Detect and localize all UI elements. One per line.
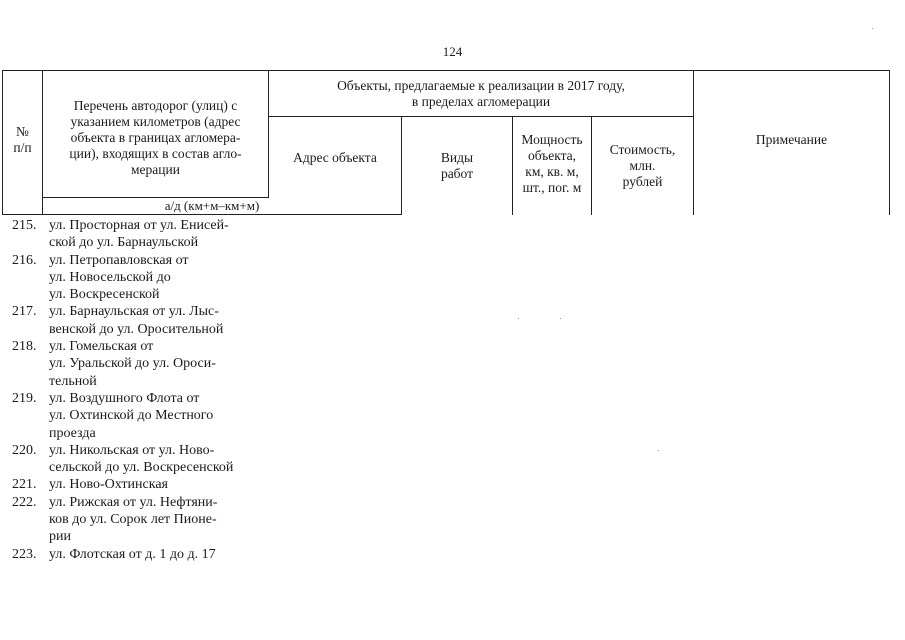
row-text: ул. Никольская от ул. Ново- сельской до ул. Воскресенской xyxy=(49,442,234,476)
row-number: 215. xyxy=(12,218,37,233)
row-text: ул. Гомельская от ул. Уральской до ул. Ороси- тельной xyxy=(49,339,216,389)
group-divider xyxy=(268,116,694,117)
list-item xyxy=(12,442,312,477)
header-col-roads: Перечень автодорог (улиц) с указанием километров (адрес объекта в границах агломера- ции), входящих в состав агло- мерации xyxy=(69,98,242,177)
list-item xyxy=(12,303,312,338)
scan-speck xyxy=(658,450,659,451)
table-border-top xyxy=(2,70,890,71)
table-header xyxy=(2,70,890,215)
scan-speck xyxy=(872,28,873,29)
header-col-roads-sub: а/д (км+м–км+м) xyxy=(164,198,260,213)
table-border-bottom xyxy=(2,214,402,215)
header-col-address: Адрес объекта xyxy=(293,150,377,165)
page-number: 124 xyxy=(442,44,463,59)
row-text: ул. Барнаульская от ул. Лыс- венской до ул. Оросительной xyxy=(49,304,224,337)
header-col-cost: Стоимость, млн. рублей xyxy=(609,142,676,189)
row-text: ул. Рижская от ул. Нефтяни- ков до ул. Сорок лет Пионе- рии xyxy=(49,494,218,545)
row-text: ул. Ново-Охтинская xyxy=(49,477,168,493)
row-number: 218. xyxy=(12,339,37,355)
row-text: ул. Просторная от ул. Енисей- ской до ул. Барнаульской xyxy=(49,218,229,251)
row-text: ул. Петропавловская от ул. Новосельской до ул. Воскресенской xyxy=(49,252,189,303)
row-number: 216. xyxy=(12,252,37,268)
header-group-title: Объекты, предлагаемые к реализации в 2017 году, в пределах агломерации xyxy=(337,78,625,109)
list-item xyxy=(12,390,312,442)
list-item xyxy=(12,546,312,563)
row-number: 222. xyxy=(12,494,37,510)
list-item xyxy=(12,217,312,252)
header-col-works: Виды работ xyxy=(440,150,474,181)
row-text: ул. Флотская от д. 1 до д. 17 xyxy=(49,546,216,562)
list-item xyxy=(12,494,312,546)
row-number: 221. xyxy=(12,477,37,493)
list-item xyxy=(12,476,312,493)
row-number: 220. xyxy=(12,442,37,458)
row-number: 219. xyxy=(12,390,37,406)
row-number: 217. xyxy=(12,304,37,320)
row-number: 223. xyxy=(12,546,37,562)
header-col-capacity: Мощность объекта, км, кв. м, шт., пог. м xyxy=(521,132,583,195)
scan-speck xyxy=(518,318,519,319)
list-item xyxy=(12,252,312,304)
list-item xyxy=(12,338,312,390)
row-text: ул. Воздушного Флота от ул. Охтинской до Местного проезда xyxy=(49,390,214,441)
scan-speck xyxy=(560,318,561,319)
table-border-right xyxy=(889,70,890,215)
header-col-note: Примечание xyxy=(755,132,828,147)
header-col-number: № п/п xyxy=(13,124,32,155)
road-list xyxy=(12,217,312,563)
